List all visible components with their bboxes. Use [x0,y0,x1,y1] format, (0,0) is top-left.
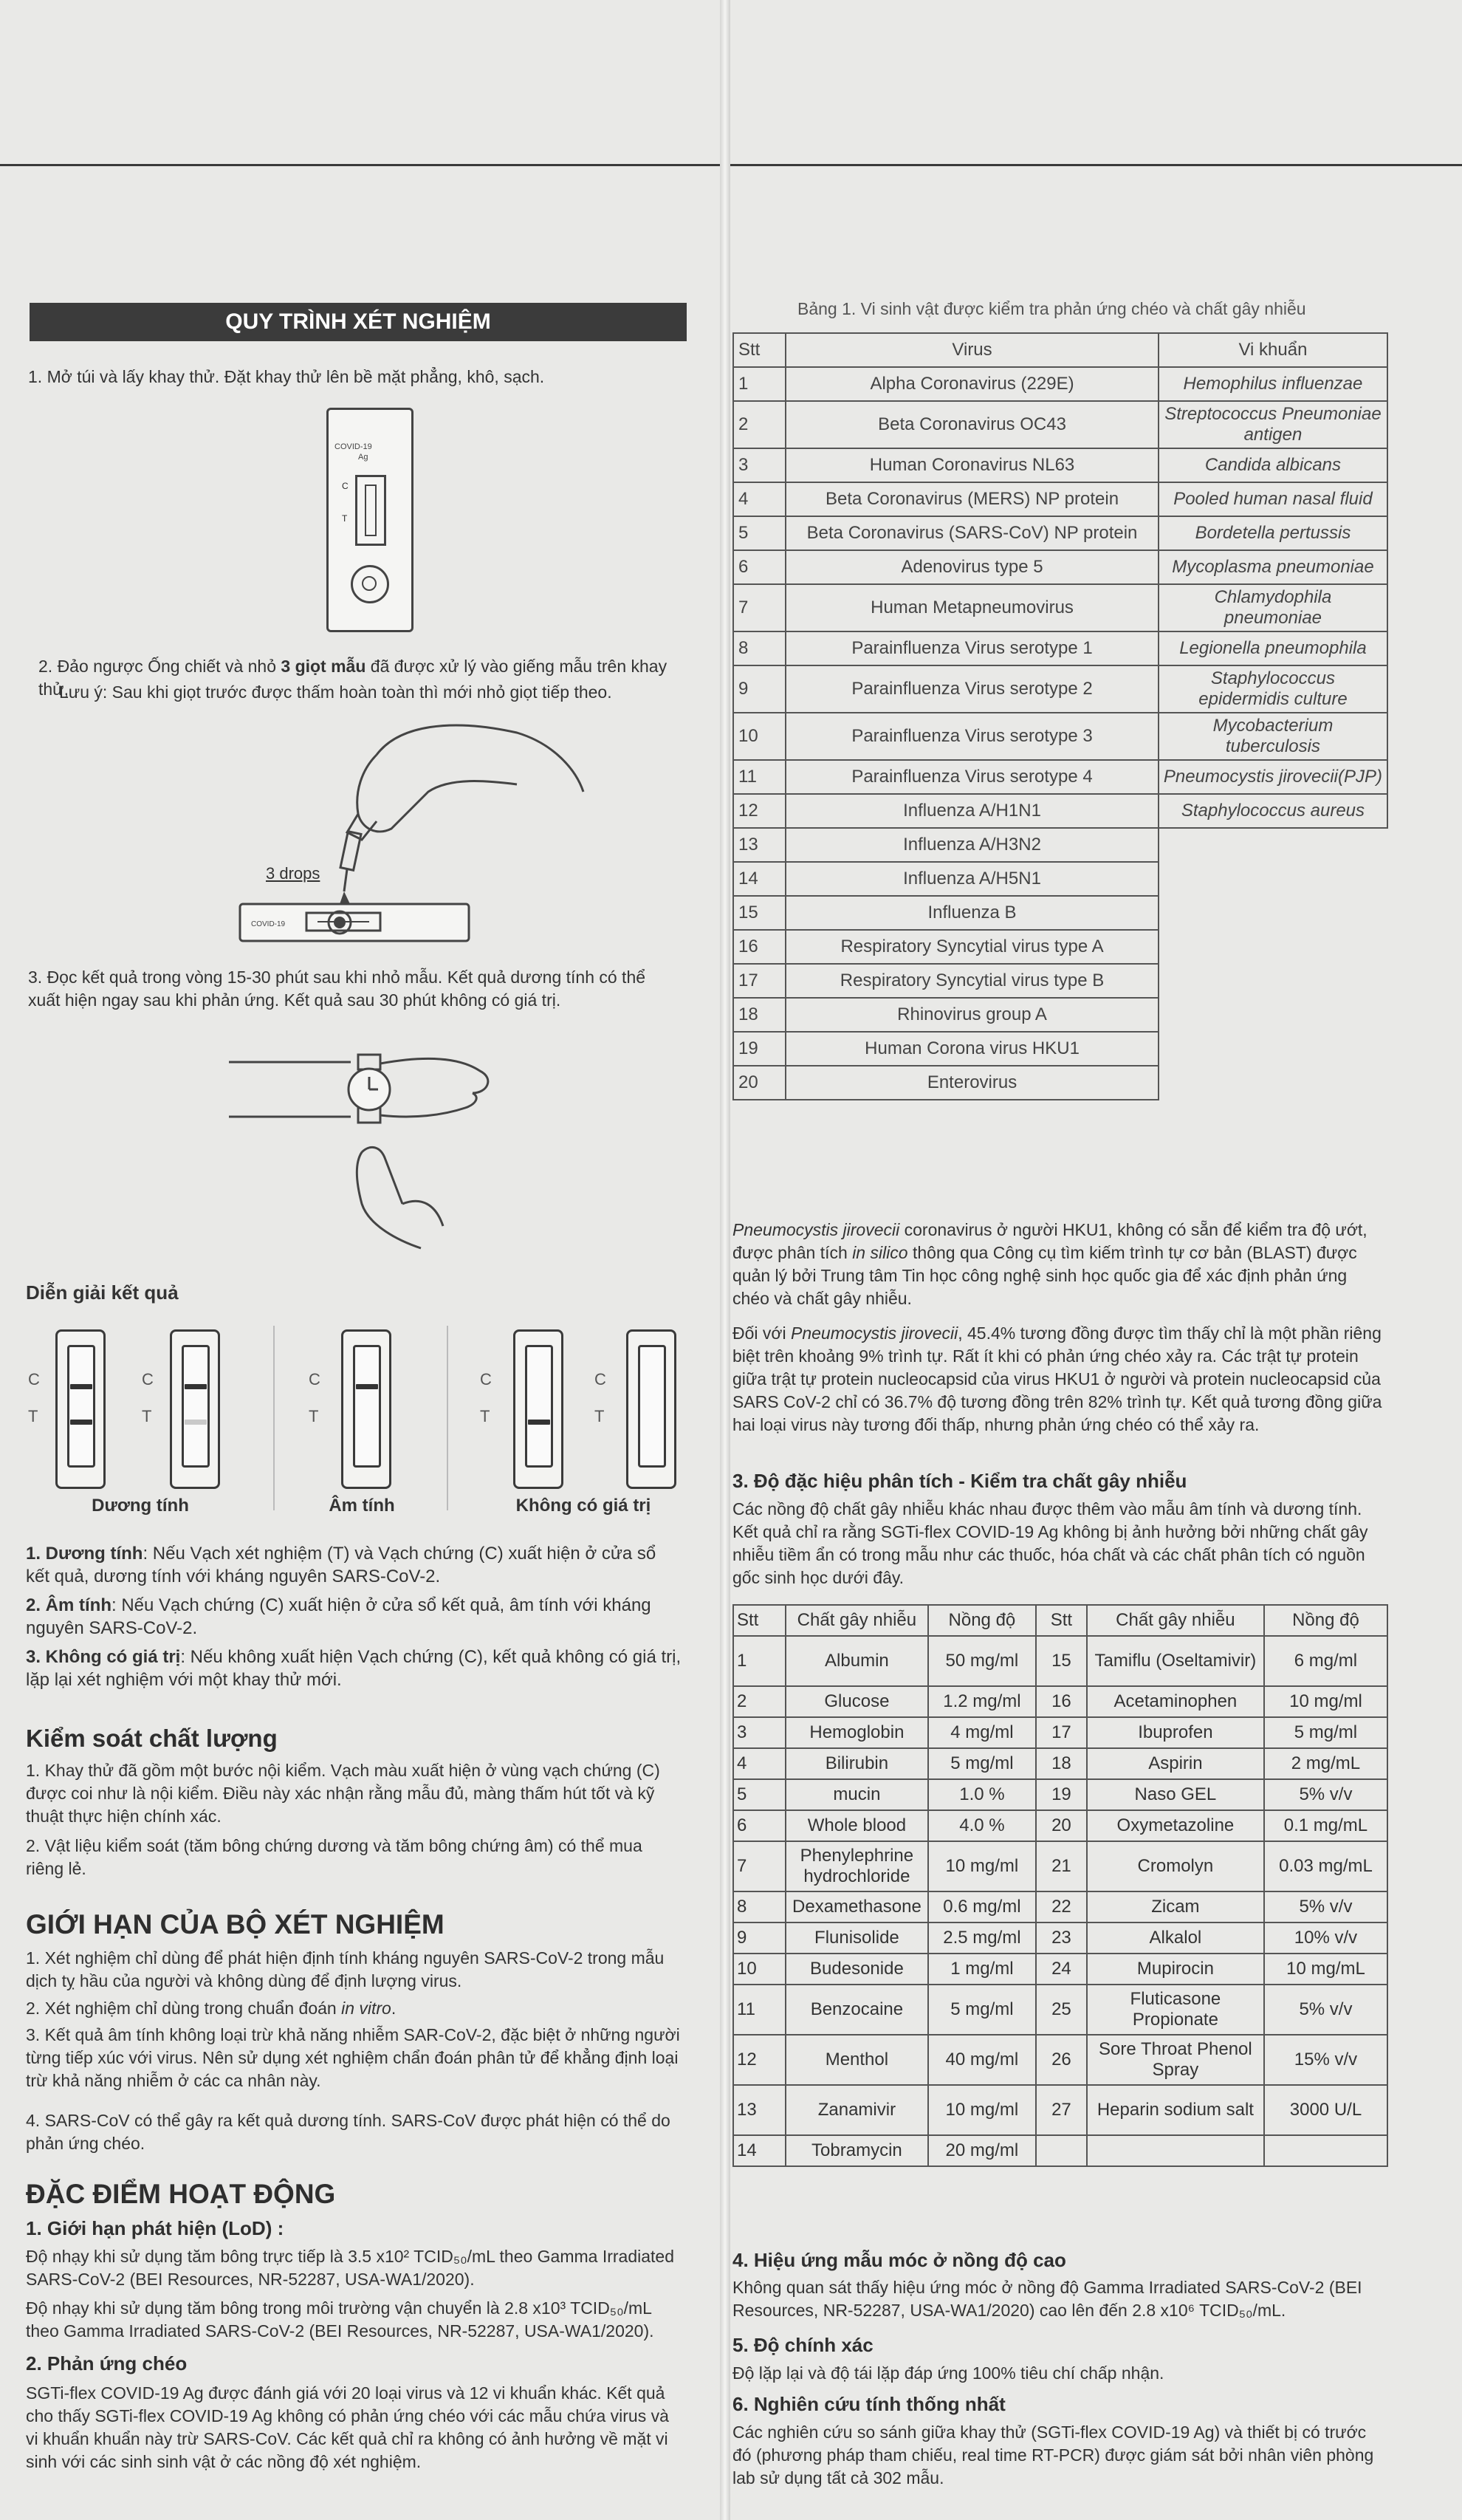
concentration-cell: 10 mg/mL [1264,1954,1387,1985]
t-marker: T [480,1407,490,1425]
substance-cell: Naso GEL [1087,1779,1264,1810]
drops-label: 3 drops [266,864,320,883]
table-row [733,1810,1387,1841]
pj-paragraph-2 [732,1322,1388,1437]
left-column [22,0,694,2520]
substance-cell: Alkalol [1087,1922,1264,1954]
pj2-italic: Pneumocystis jirovecii [790,1324,958,1343]
virus-cell: Alpha Coronavirus (229E) [786,367,1159,401]
result-window [67,1345,95,1468]
t-marker: T [28,1407,38,1425]
row-number: 12 [733,794,786,828]
table-row [733,998,1387,1032]
lod-2: Độ nhạy khi sử dụng tăm bông trong môi trường vận chuyển là 2.8 x10³ TCID₅₀/mL theo Gamma Irradiated SARS-CoV-2 (BEI Resources, NR-52287, USA-WA1/2020). [26,2298,654,2341]
step-2-text-a: 2. Đảo ngược Ống chiết và nhỏ [38,657,281,676]
row-number: 9 [733,1922,786,1954]
bacteria-cell: Hemophilus influenzae [1159,367,1387,401]
step-2-bold: 3 giọt mẫu [281,657,366,676]
table-header-row [733,1605,1387,1636]
substance-cell: Mupirocin [1087,1954,1264,1985]
row-number: 15 [1036,1636,1087,1686]
concentration-cell: 1.0 % [928,1779,1036,1810]
row-number: 20 [1036,1810,1087,1841]
row-number: 6 [733,550,786,584]
substance-cell: Hemoglobin [786,1717,928,1748]
result-window [353,1345,381,1468]
table1-caption: Bảng 1. Vi sinh vật được kiểm tra phản ứng chéo và chất gây nhiễu [797,299,1306,318]
result-negative-desc [26,1594,683,1640]
bacteria-cell [1159,998,1387,1032]
bacteria-cell: Pneumocystis jirovecii(PJP) [1159,760,1387,794]
bacteria-cell [1159,964,1387,998]
table-row [733,1636,1387,1686]
concentration-cell: 0.03 mg/mL [1264,1841,1387,1891]
table-row [733,930,1387,964]
c-line [356,1384,378,1389]
substance-cell: Aspirin [1087,1748,1264,1779]
c-line [70,1384,92,1389]
row-number: 9 [733,665,786,713]
limitation-2 [26,1997,683,2020]
row-number: 2 [733,401,786,448]
dropper-illustration [207,711,591,954]
specificity-title: 3. Độ đặc hiệu phân tích - Kiểm tra chất gây nhiễu [732,1470,1187,1492]
result-card-positive-2 [170,1329,220,1489]
concentration-cell: 10% v/v [1264,1922,1387,1954]
concentration-cell: 0.1 mg/mL [1264,1810,1387,1841]
svg-text:COVID-19: COVID-19 [251,920,286,928]
substance-cell: Ibuprofen [1087,1717,1264,1748]
virus-cell: Human Corona virus HKU1 [786,1032,1159,1066]
result-positive-bold: 1. Dương tính [26,1544,143,1564]
concentration-cell: 3000 U/L [1264,2085,1387,2135]
row-number: 12 [733,2035,786,2085]
row-number: 2 [733,1686,786,1717]
sample-well [351,565,389,603]
qc-title: Kiểm soát chất lượng [26,1725,278,1752]
label-positive: Dương tính [92,1496,189,1516]
virus-cell: Parainfluenza Virus serotype 2 [786,665,1159,713]
limitation-1: 1. Xét nghiệm chỉ dùng để phát hiện định tính kháng nguyên SARS-CoV-2 trong mẫu dịch tỵ hầu của người và không dùng để định lượng virus. [26,1948,665,1990]
header-cell: Vi khuẩn [1159,333,1387,367]
concentration-cell: 2 mg/mL [1264,1748,1387,1779]
substance-cell: Whole blood [786,1810,928,1841]
bacteria-cell: Candida albicans [1159,448,1387,482]
pj2-text-a: Đối với [732,1324,791,1343]
t-marker: T [594,1407,605,1425]
table-row [733,1748,1387,1779]
row-number: 3 [733,1717,786,1748]
result-card-negative [341,1329,391,1489]
table-row [733,964,1387,998]
row-number: 25 [1036,1985,1087,2035]
bacteria-cell: Mycoplasma pneumoniae [1159,550,1387,584]
row-number: 16 [1036,1686,1087,1717]
row-number: 4 [733,482,786,516]
virus-cell: Human Metapneumovirus [786,584,1159,631]
row-number: 7 [733,584,786,631]
concentration-cell: 40 mg/ml [928,2035,1036,2085]
pj-paragraph-1 [732,1219,1388,1310]
header-cell: Nồng độ [928,1605,1036,1636]
t-line [70,1420,92,1425]
row-number: 22 [1036,1891,1087,1922]
bacteria-cell [1159,862,1387,896]
row-number: 11 [733,1985,786,2035]
row-number: 1 [733,367,786,401]
result-window [182,1345,210,1468]
virus-cell: Parainfluenza Virus serotype 3 [786,713,1159,760]
row-number: 13 [733,828,786,862]
substance-cell [1087,2135,1264,2166]
substance-cell: Heparin sodium salt [1087,2085,1264,2135]
substance-cell: Cromolyn [1087,1841,1264,1891]
substance-cell: Dexamethasone [786,1891,928,1922]
virus-cell: Rhinovirus group A [786,998,1159,1032]
result-positive-text: : Nếu Vạch xét nghiệm (T) và Vạch chứng (C) xuất hiện ở cửa sổ kết quả, dương tính với kháng nguyên SARS-CoV-2. [26,1544,656,1586]
row-number: 14 [733,2135,786,2166]
limitation-2-c: . [391,1999,397,2018]
row-number: 13 [733,2085,786,2135]
bacteria-cell [1159,1032,1387,1066]
pj-text-a: coronavirus ở người HKU1, không có sẵn để kiểm tra độ ướt, được phân tích [732,1220,1367,1262]
row-number: 8 [733,631,786,665]
limitation-3: 3. Kết quả âm tính không loại trừ khả năng nhiễm SAR-CoV-2, đặc biệt ở những người từng tiếp xúc với virus. Nên sử dụng xét nghiệm chẩn đoán phân tử để khẳng định loại trừ khả năng nhiễm ở các ca nhân này. [26,2025,680,2090]
header-cell: Stt [733,1605,786,1636]
header-cell: Nồng độ [1264,1605,1387,1636]
table-row [733,896,1387,930]
row-number: 27 [1036,2085,1087,2135]
result-invalid-desc [26,1646,683,1691]
concentration-cell: 10 mg/ml [928,1841,1036,1891]
bacteria-cell [1159,896,1387,930]
row-number: 8 [733,1891,786,1922]
row-number: 3 [733,448,786,482]
page-fold [720,0,730,2520]
virus-cell: Influenza B [786,896,1159,930]
bacteria-cell [1159,1066,1387,1100]
step-1: 1. Mở túi và lấy khay thử. Đặt khay thử lên bề mặt phẳng, khô, sạch. [28,367,545,386]
substance-cell: Budesonide [786,1954,928,1985]
table-header-row [733,333,1387,367]
pj-italic: Pneumocystis jirovecii [732,1220,900,1239]
result-card-positive-1 [55,1329,106,1489]
lod-title: 1. Giới hạn phát hiện (LoD) : [26,2217,284,2239]
cassette-label-ag: Ag [358,453,368,462]
precision-title: 5. Độ chính xác [732,2334,874,2356]
concentration-cell [1264,2135,1387,2166]
virus-cell: Enterovirus [786,1066,1159,1100]
table-row [733,401,1387,448]
table-row [733,1891,1387,1922]
table-row [733,448,1387,482]
row-number: 18 [733,998,786,1032]
concentration-cell: 5% v/v [1264,1779,1387,1810]
row-number: 20 [733,1066,786,1100]
concentration-cell: 20 mg/ml [928,2135,1036,2166]
header-cell: Chất gây nhiễu [786,1605,928,1636]
substance-cell: Flunisolide [786,1922,928,1954]
concentration-cell: 2.5 mg/ml [928,1922,1036,1954]
table-row [733,367,1387,401]
divider [447,1326,448,1510]
table-row [733,1066,1387,1100]
cassette-c: C [342,481,349,491]
concentration-cell: 15% v/v [1264,2035,1387,2085]
table-row [733,862,1387,896]
substance-cell: Albumin [786,1636,928,1686]
pj-italic-2: in silico [852,1243,908,1262]
row-number: 10 [733,1954,786,1985]
lod-1: Độ nhạy khi sử dụng tăm bông trực tiếp là 3.5 x10² TCID₅₀/mL theo Gamma Irradiated SARS-CoV-2 (BEI Resources, NR-52287, USA-WA1/2020). [26,2247,675,2289]
result-card-invalid-1 [513,1329,563,1489]
virus-cell: Respiratory Syncytial virus type A [786,930,1159,964]
c-marker: C [480,1370,492,1389]
result-card-invalid-2 [626,1329,676,1489]
row-number: 7 [733,1841,786,1891]
bacteria-cell: Legionella pneumophila [1159,631,1387,665]
virus-cell: Influenza A/H1N1 [786,794,1159,828]
virus-cell: Beta Coronavirus OC43 [786,401,1159,448]
divider [273,1326,275,1510]
right-column [731,0,1396,2520]
row-number: 23 [1036,1922,1087,1954]
row-number: 15 [733,896,786,930]
step-2-note: Lưu ý: Sau khi giọt trước được thấm hoàn toàn thì mới nhỏ giọt tiếp theo. [59,682,612,702]
table-row [733,2135,1387,2166]
row-number: 24 [1036,1954,1087,1985]
virus-cell: Parainfluenza Virus serotype 1 [786,631,1159,665]
concentration-cell: 5 mg/ml [928,1985,1036,2035]
hook-effect-text: Không quan sát thấy hiệu ứng móc ở nồng độ Gamma Irradiated SARS-CoV-2 (BEI Resources, NR-52287, USA-WA1/2020) cao lên đến 2.8 x10⁶ TCID₅₀/mL. [732,2278,1362,2320]
bacteria-cell [1159,828,1387,862]
cross-reactivity-text: SGTi-flex COVID-19 Ag được đánh giá với 20 loại virus và 12 vi khuẩn khác. Kết quả cho thấy SGTi-flex COVID-19 Ag không có phản ứng chéo với các mẫu chứa virus và vi khuẩn khuẩn này trừ SARS-CoV. Các kết quả chỉ ra không có ảnh hưởng về mặt vi sinh với các sinh sinh vật ở các nồng độ xét nghiệm. [26,2383,669,2471]
cassette-t: T [342,513,348,524]
substance-cell: Menthol [786,2035,928,2085]
table-row [733,1985,1387,2035]
header-cell: Stt [1036,1605,1087,1636]
row-number: 1 [733,1636,786,1686]
bacteria-cell: Staphylococcus epidermidis culture [1159,665,1387,713]
bacteria-cell [1159,930,1387,964]
result-invalid-text: : Nếu không xuất hiện Vạch chứng (C), kết quả không có giá trị, lặp lại xét nghiệm với một khay thử mới. [26,1647,682,1690]
table-row [733,760,1387,794]
concentration-cell: 5% v/v [1264,1891,1387,1922]
specificity-text: Các nồng độ chất gây nhiễu khác nhau được thêm vào mẫu âm tính và dương tính. Kết quả chỉ ra rằng SGTi-flex COVID-19 Ag không bị ảnh hưởng bởi những chất gây nhiễu tiềm ẩn có trong mẫu như các thuốc, hóa chất và các chất phân tích có nguồn gốc sinh học dưới đây. [732,1499,1368,1587]
table-row [733,550,1387,584]
c-marker: C [309,1370,320,1389]
substance-cell: Sore Throat Phenol Spray [1087,2035,1264,2085]
row-number: 11 [733,760,786,794]
test-cassette-image [326,408,413,632]
step-2-text-c: đã được xử lý vào giếng mẫu trên khay thử, [38,657,667,699]
table-row [733,713,1387,760]
header-cell: Chất gây nhiễu [1087,1605,1264,1636]
substance-cell: mucin [786,1779,928,1810]
table-row [733,1686,1387,1717]
bacteria-cell: Staphylococcus aureus [1159,794,1387,828]
t-line [528,1420,550,1425]
table-row [733,1779,1387,1810]
table-row [733,2085,1387,2135]
limitation-4: 4. SARS-CoV có thể gây ra kết quả dương tính. SARS-CoV được phát hiện có thể do phản ứng chéo. [26,2111,670,2153]
concentration-cell: 6 mg/ml [1264,1636,1387,1686]
concentration-cell: 0.6 mg/ml [928,1891,1036,1922]
result-window [525,1345,553,1468]
table-row [733,516,1387,550]
bacteria-cell: Streptococcus Pneumoniae antigen [1159,401,1387,448]
table-row [733,665,1387,713]
table-row [733,1841,1387,1891]
row-number: 16 [733,930,786,964]
watch-illustration [222,1034,554,1256]
concentration-cell: 50 mg/ml [928,1636,1036,1686]
table-row [733,828,1387,862]
qc-1: 1. Khay thử đã gồm một bước nội kiểm. Vạch màu xuất hiện ở vùng vạch chứng (C) được coi như là nội kiểm. Điều này xác nhận rằng mẫu đủ, màng thấm hút tốt và kỹ thuật thực hiện chính xác. [26,1761,660,1826]
cassette-window [355,475,386,546]
row-number: 18 [1036,1748,1087,1779]
label-invalid: Không có giá trị [515,1496,651,1516]
table-row [733,794,1387,828]
row-number: 19 [733,1032,786,1066]
interference-table [732,1604,1388,2167]
row-number: 21 [1036,1841,1087,1891]
pj2-text-b: , 45.4% tương đồng được tìm thấy chỉ là một phần riêng biệt trên khoảng 9% trình tự. Rất ít khi có phản ứng chéo xảy ra. Các trật tự protein giữa trật tự protein nucleocapsid của virus HKU1 ở người và protein nucleocapsid của SARS CoV-2 chỉ có 36.7% độ tương đồng trên 82% trình tự. Kết quả tương đồng giữa hai loại virus này tương đối thấp, nhưng phản ứng chéo có thể xảy ra. [732,1324,1382,1434]
result-positive-desc [26,1542,683,1588]
t-marker: T [309,1407,319,1425]
agreement-text: Các nghiên cứu so sánh giữa khay thử (SGTi-flex COVID-19 Ag) và thiết bị có trước đó (phương pháp tham chiếu, real time RT-PCR) được giám sát bởi nhân viên phòng lab sử dụng tất cả 302 mẫu. [732,2423,1374,2488]
limitation-2-italic: in vitro [341,1999,391,2018]
bacteria-cell: Chlamydophila pneumoniae [1159,584,1387,631]
substance-cell: Phenylephrine hydrochloride [786,1841,928,1891]
substance-cell: Tamiflu (Oseltamivir) [1087,1636,1264,1686]
row-number: 14 [733,862,786,896]
qc-2: 2. Vật liệu kiểm soát (tăm bông chứng dương và tăm bông chứng âm) có thể mua riêng lẻ. [26,1836,642,1878]
virus-cell: Respiratory Syncytial virus type B [786,964,1159,998]
table-row [733,482,1387,516]
result-negative-bold: 2. Âm tính [26,1595,112,1615]
interpretation-title: Diễn giải kết quả [26,1281,179,1304]
row-number: 4 [733,1748,786,1779]
bacteria-cell: Mycobacterium tuberculosis [1159,713,1387,760]
virus-cell: Adenovirus type 5 [786,550,1159,584]
limitations-title: GIỚI HẠN CỦA BỘ XÉT NGHIỆM [26,1909,445,1939]
substance-cell: Bilirubin [786,1748,928,1779]
cross-reactivity-table [732,332,1388,1100]
limitation-2-a: 2. Xét nghiệm chỉ dùng trong chuẩn đoán [26,1999,342,2018]
row-number: 10 [733,713,786,760]
concentration-cell: 10 mg/ml [1264,1686,1387,1717]
concentration-cell: 1 mg/ml [928,1954,1036,1985]
result-negative-text: : Nếu Vạch chứng (C) xuất hiện ở cửa sổ kết quả, âm tính với kháng nguyên SARS-CoV-2. [26,1595,651,1638]
substance-cell: Acetaminophen [1087,1686,1264,1717]
t-line-faint [185,1420,207,1425]
concentration-cell: 4 mg/ml [928,1717,1036,1748]
concentration-cell: 10 mg/ml [928,2085,1036,2135]
header-cell: Stt [733,333,786,367]
cassette-label: COVID-19 [334,442,372,451]
virus-cell: Parainfluenza Virus serotype 4 [786,760,1159,794]
table-row [733,1032,1387,1066]
substance-cell: Glucose [786,1686,928,1717]
row-number: 19 [1036,1779,1087,1810]
step-3: 3. Đọc kết quả trong vòng 15-30 phút sau khi nhỏ mẫu. Kết quả dương tính có thể xuất hiện ngay sau khi phản ứng. Kết quả sau 30 phút không có giá trị. [28,968,646,1010]
virus-cell: Influenza A/H5N1 [786,862,1159,896]
virus-cell: Influenza A/H3N2 [786,828,1159,862]
label-negative: Âm tính [329,1496,395,1516]
concentration-cell: 5% v/v [1264,1985,1387,2035]
concentration-cell: 5 mg/ml [1264,1717,1387,1748]
substance-cell: Zanamivir [786,2085,928,2135]
row-number: 5 [733,516,786,550]
c-line [185,1384,207,1389]
concentration-cell: 4.0 % [928,1810,1036,1841]
row-number: 26 [1036,2035,1087,2085]
row-number [1036,2135,1087,2166]
table-row [733,1922,1387,1954]
hook-effect-title: 4. Hiệu ứng mẫu móc ở nồng độ cao [732,2249,1066,2271]
t-marker: T [142,1407,152,1425]
bacteria-cell: Pooled human nasal fluid [1159,482,1387,516]
substance-cell: Tobramycin [786,2135,928,2166]
table-row [733,1954,1387,1985]
pj-text-b: thông qua Công cụ tìm kiếm trình tự cơ bản (BLAST) được quản lý bởi Trung tâm Tin học công nghệ sinh học quốc gia để xác định phản ứng chéo và chất gây nhiễu. [732,1243,1357,1308]
substance-cell: Fluticasone Propionate [1087,1985,1264,2035]
table-row [733,631,1387,665]
concentration-cell: 5 mg/ml [928,1748,1036,1779]
concentration-cell: 1.2 mg/ml [928,1686,1036,1717]
result-window [638,1345,666,1468]
substance-cell: Benzocaine [786,1985,928,2035]
header-cell: Virus [786,333,1159,367]
table-row [733,2035,1387,2085]
c-marker: C [28,1370,40,1389]
agreement-title: 6. Nghiên cứu tính thống nhất [732,2393,1006,2415]
substance-cell: Oxymetazoline [1087,1810,1264,1841]
bacteria-cell: Bordetella pertussis [1159,516,1387,550]
table-row [733,1717,1387,1748]
table-row [733,584,1387,631]
section-banner: QUY TRÌNH XÉT NGHIỆM [30,303,687,341]
row-number: 17 [733,964,786,998]
virus-cell: Beta Coronavirus (MERS) NP protein [786,482,1159,516]
c-marker: C [594,1370,606,1389]
row-number: 6 [733,1810,786,1841]
row-number: 5 [733,1779,786,1810]
virus-cell: Human Coronavirus NL63 [786,448,1159,482]
precision-text: Độ lặp lại và độ tái lặp đáp ứng 100% tiêu chí chấp nhận. [732,2363,1164,2383]
performance-title: ĐẶC ĐIỂM HOẠT ĐỘNG [26,2179,336,2209]
virus-cell: Beta Coronavirus (SARS-CoV) NP protein [786,516,1159,550]
substance-cell: Zicam [1087,1891,1264,1922]
c-marker: C [142,1370,154,1389]
row-number: 17 [1036,1717,1087,1748]
result-invalid-bold: 3. Không có giá trị [26,1647,181,1667]
cross-reactivity-title: 2. Phản ứng chéo [26,2352,188,2375]
